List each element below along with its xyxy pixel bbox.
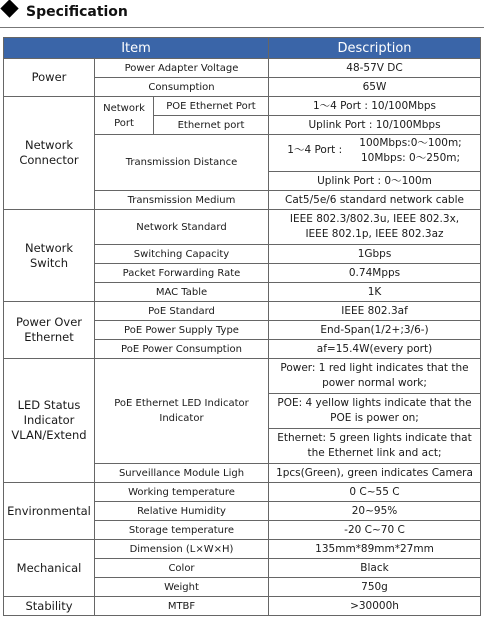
distance-10: 10Mbps: 0～250m; — [360, 151, 461, 164]
spec-value: Black — [269, 559, 481, 578]
spec-value: Uplink Port : 0～100m — [269, 172, 481, 191]
category-power: Power — [4, 59, 95, 97]
spec-label: Network Standard — [95, 210, 269, 245]
table-row — [4, 302, 481, 321]
spec-value-standard — [269, 210, 481, 245]
poe-led-line-2: POE is power on; — [330, 412, 419, 424]
eth-led-line-2: the Ethernet link and act; — [307, 447, 442, 459]
spec-value: 750g — [269, 578, 481, 597]
spec-value: 135mm*89mm*27mm — [269, 540, 481, 559]
spec-label: MAC Table — [95, 283, 269, 302]
category-network-switch: Network Switch — [4, 210, 95, 302]
spec-value: End-Span(1/2+;3/6-) — [269, 321, 481, 340]
table-row — [4, 59, 481, 78]
spec-value-poe-led — [269, 394, 481, 429]
table-row — [4, 540, 481, 559]
spec-value-power-led — [269, 359, 481, 394]
spec-value: 0.74Mpps — [269, 264, 481, 283]
spec-value: 48-57V DC — [269, 59, 481, 78]
spec-value: af=15.4W(every port) — [269, 340, 481, 359]
spec-value: Cat5/5e/6 standard network cable — [269, 191, 481, 210]
table-row — [4, 597, 481, 616]
table-row — [4, 97, 481, 116]
spec-label: PoE Ethernet LED Indicator Indicator — [95, 359, 269, 464]
spec-label: POE Ethernet Port — [154, 97, 269, 116]
standard-line-2: IEEE 802.1p, IEEE 802.3az — [305, 228, 444, 240]
section-title: Specification — [26, 4, 128, 20]
eth-led-line-1: Ethernet: 5 green lights indicate that — [277, 432, 472, 444]
category-mechanical: Mechanical — [4, 540, 95, 597]
spec-value: 1～4 Port : 10/100Mbps — [269, 97, 481, 116]
header-description: Description — [269, 38, 481, 59]
spec-label: Ethernet port — [154, 116, 269, 135]
power-led-line-2: power normal work; — [322, 377, 427, 389]
header-item: Item — [4, 38, 269, 59]
spec-label: Packet Forwarding Rate — [95, 264, 269, 283]
spec-value: 0 C~55 C — [269, 483, 481, 502]
spec-label: Weight — [95, 578, 269, 597]
spec-label: Transmission Medium — [95, 191, 269, 210]
spec-label: Switching Capacity — [95, 245, 269, 264]
section-header — [0, 0, 484, 28]
table-row — [4, 210, 481, 245]
spec-value: 65W — [269, 78, 481, 97]
specification-table — [3, 37, 481, 616]
standard-line-1: IEEE 802.3/802.3u, IEEE 802.3x, — [289, 213, 460, 225]
header-divider — [0, 27, 484, 28]
spec-label: Power Adapter Voltage — [95, 59, 269, 78]
spec-label: Surveillance Module Ligh — [95, 464, 269, 483]
category-network-connector: Network Connector — [4, 97, 95, 210]
spec-value: IEEE 802.3af — [269, 302, 481, 321]
table-row — [4, 483, 481, 502]
spec-value: >30000h — [269, 597, 481, 616]
spec-value-distance — [269, 135, 481, 172]
distance-ports: 1～4 Port : — [287, 144, 343, 156]
category-environmental: Environmental — [4, 483, 95, 540]
spec-value: 20~95% — [269, 502, 481, 521]
spec-label: Working temperature — [95, 483, 269, 502]
spec-label: Consumption — [95, 78, 269, 97]
category-stability: Stability — [4, 597, 95, 616]
poe-led-line-1: POE: 4 yellow lights indicate that the — [277, 397, 472, 409]
spec-label: Relative Humidity — [95, 502, 269, 521]
category-poe: Power Over Ethernet — [4, 302, 95, 359]
spec-label: Dimension (L×W×H) — [95, 540, 269, 559]
distance-100: 100Mbps:0～100m; — [359, 136, 462, 149]
table-header-row — [4, 38, 481, 59]
table-row — [4, 359, 481, 394]
spec-value: -20 C~70 C — [269, 521, 481, 540]
spec-label: PoE Power Supply Type — [95, 321, 269, 340]
spec-label: PoE Standard — [95, 302, 269, 321]
power-led-line-1: Power: 1 red light indicates that the — [280, 362, 469, 374]
spec-label-network-port: Network Port — [95, 97, 154, 135]
spec-label: Transmission Distance — [95, 135, 269, 191]
spec-label: PoE Power Consumption — [95, 340, 269, 359]
spec-value: 1K — [269, 283, 481, 302]
spec-value: Uplink Port : 10/100Mbps — [269, 116, 481, 135]
diamond-bullet-icon — [0, 0, 18, 18]
spec-value: 1pcs(Green), green indicates Camera — [269, 464, 481, 483]
spec-label: MTBF — [95, 597, 269, 616]
spec-value-ethernet-led — [269, 429, 481, 464]
spec-value: 1Gbps — [269, 245, 481, 264]
category-led-status: LED Status Indicator VLAN/Extend — [4, 359, 95, 483]
spec-label: Color — [95, 559, 269, 578]
spec-label: Storage temperature — [95, 521, 269, 540]
